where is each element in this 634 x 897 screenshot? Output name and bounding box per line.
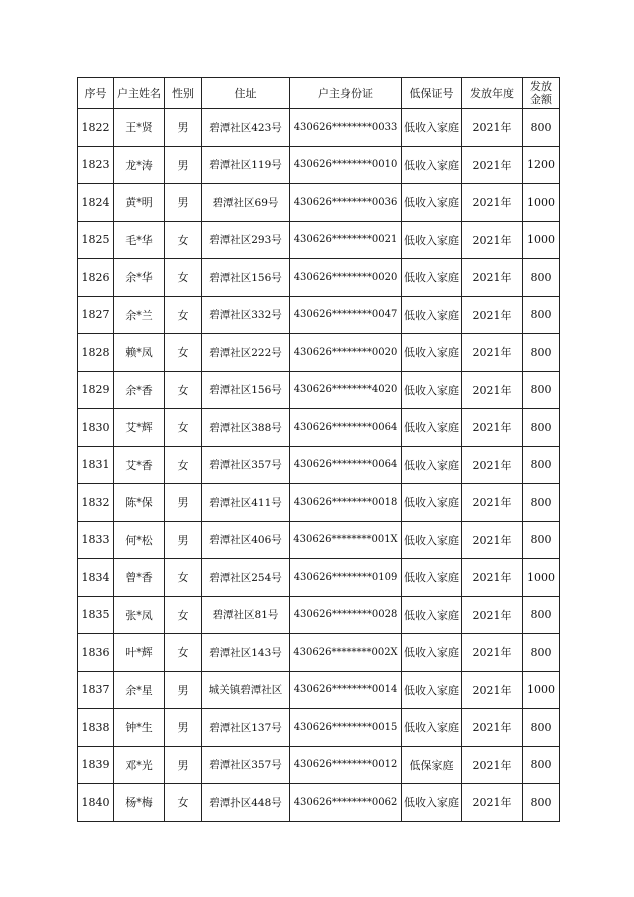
cell-amount: 800 — [523, 596, 560, 634]
cell-id-card: 430626********0064 — [290, 446, 402, 484]
cell-year: 2021年 — [462, 709, 523, 747]
cell-id-card: 430626********0064 — [290, 409, 402, 447]
table-row — [78, 259, 560, 297]
cell-address: 碧潭社区293号 — [202, 221, 290, 259]
table-row — [78, 521, 560, 559]
cell-name: 钟*生 — [114, 709, 165, 747]
header-gender: 性别 — [165, 78, 202, 109]
cell-year: 2021年 — [462, 634, 523, 672]
cell-id-card: 430626********0014 — [290, 671, 402, 709]
header-amount-line2: 金额 — [530, 93, 552, 106]
cell-year: 2021年 — [462, 484, 523, 522]
cell-cert-no: 低收入家庭 — [402, 409, 462, 447]
cell-year: 2021年 — [462, 184, 523, 222]
cell-name: 艾*香 — [114, 446, 165, 484]
cell-seq: 1831 — [78, 446, 114, 484]
cell-id-card: 430626********0028 — [290, 596, 402, 634]
cell-seq: 1832 — [78, 484, 114, 522]
cell-cert-no: 低收入家庭 — [402, 146, 462, 184]
table-row — [78, 671, 560, 709]
cell-address: 碧潭社区156号 — [202, 371, 290, 409]
cell-address: 碧潭社区137号 — [202, 709, 290, 747]
cell-name: 张*凤 — [114, 596, 165, 634]
cell-cert-no: 低收入家庭 — [402, 371, 462, 409]
cell-id-card: 430626********0033 — [290, 109, 402, 147]
table-row — [78, 296, 560, 334]
cell-id-card: 430626********0047 — [290, 296, 402, 334]
cell-amount: 800 — [523, 409, 560, 447]
cell-address: 碧潭扑区448号 — [202, 784, 290, 822]
cell-year: 2021年 — [462, 746, 523, 784]
cell-gender: 女 — [165, 334, 202, 372]
table-row — [78, 446, 560, 484]
cell-year: 2021年 — [462, 221, 523, 259]
cell-address: 碧潭社区222号 — [202, 334, 290, 372]
cell-seq: 1825 — [78, 221, 114, 259]
cell-id-card: 430626********0020 — [290, 259, 402, 297]
cell-gender: 女 — [165, 371, 202, 409]
table-row — [78, 146, 560, 184]
cell-cert-no: 低收入家庭 — [402, 296, 462, 334]
cell-gender: 女 — [165, 221, 202, 259]
cell-year: 2021年 — [462, 559, 523, 597]
header-name: 户主姓名 — [114, 78, 165, 109]
cell-amount: 1000 — [523, 221, 560, 259]
cell-gender: 女 — [165, 409, 202, 447]
cell-name: 艾*辉 — [114, 409, 165, 447]
cell-cert-no: 低收入家庭 — [402, 709, 462, 747]
cell-year: 2021年 — [462, 296, 523, 334]
cell-year: 2021年 — [462, 109, 523, 147]
cell-address: 碧潭社区357号 — [202, 746, 290, 784]
cell-address: 碧潭社区81号 — [202, 596, 290, 634]
cell-amount: 1000 — [523, 671, 560, 709]
cell-seq: 1834 — [78, 559, 114, 597]
cell-cert-no: 低收入家庭 — [402, 109, 462, 147]
cell-amount: 1200 — [523, 146, 560, 184]
cell-address: 城关镇碧潭社区 — [202, 671, 290, 709]
cell-cert-no: 低收入家庭 — [402, 521, 462, 559]
cell-seq: 1833 — [78, 521, 114, 559]
cell-address: 碧潭社区406号 — [202, 521, 290, 559]
table-row — [78, 184, 560, 222]
cell-cert-no: 低收入家庭 — [402, 634, 462, 672]
table-row — [78, 484, 560, 522]
cell-amount: 800 — [523, 746, 560, 784]
cell-seq: 1822 — [78, 109, 114, 147]
cell-seq: 1823 — [78, 146, 114, 184]
cell-amount: 800 — [523, 446, 560, 484]
cell-name: 杨*梅 — [114, 784, 165, 822]
header-amount — [523, 78, 560, 109]
table-row — [78, 371, 560, 409]
cell-id-card: 430626********0021 — [290, 221, 402, 259]
header-id-card: 户主身份证 — [290, 78, 402, 109]
cell-name: 王*贤 — [114, 109, 165, 147]
cell-gender: 女 — [165, 634, 202, 672]
cell-cert-no: 低收入家庭 — [402, 484, 462, 522]
cell-seq: 1835 — [78, 596, 114, 634]
cell-gender: 男 — [165, 109, 202, 147]
header-row — [78, 78, 560, 109]
cell-amount: 800 — [523, 334, 560, 372]
cell-name: 余*兰 — [114, 296, 165, 334]
cell-year: 2021年 — [462, 784, 523, 822]
cell-name: 邓*光 — [114, 746, 165, 784]
cell-name: 何*松 — [114, 521, 165, 559]
cell-amount: 800 — [523, 259, 560, 297]
cell-amount: 800 — [523, 521, 560, 559]
cell-id-card: 430626********0018 — [290, 484, 402, 522]
table-row — [78, 709, 560, 747]
cell-name: 黄*明 — [114, 184, 165, 222]
header-amount-line1: 发放 — [530, 80, 552, 93]
cell-name: 毛*华 — [114, 221, 165, 259]
cell-id-card: 430626********0012 — [290, 746, 402, 784]
cell-year: 2021年 — [462, 671, 523, 709]
cell-gender: 男 — [165, 746, 202, 784]
cell-id-card: 430626********0020 — [290, 334, 402, 372]
table-body — [78, 109, 560, 822]
cell-gender: 女 — [165, 296, 202, 334]
cell-address: 碧潭社区423号 — [202, 109, 290, 147]
cell-address: 碧潭社区254号 — [202, 559, 290, 597]
cell-amount: 1000 — [523, 184, 560, 222]
cell-seq: 1829 — [78, 371, 114, 409]
cell-address: 碧潭社区119号 — [202, 146, 290, 184]
cell-name: 余*华 — [114, 259, 165, 297]
cell-seq: 1838 — [78, 709, 114, 747]
cell-cert-no: 低收入家庭 — [402, 334, 462, 372]
cell-seq: 1826 — [78, 259, 114, 297]
cell-year: 2021年 — [462, 371, 523, 409]
cell-cert-no: 低收入家庭 — [402, 671, 462, 709]
cell-cert-no: 低收入家庭 — [402, 784, 462, 822]
cell-amount: 800 — [523, 109, 560, 147]
header-address: 住址 — [202, 78, 290, 109]
cell-cert-no: 低收入家庭 — [402, 184, 462, 222]
table-row — [78, 784, 560, 822]
cell-year: 2021年 — [462, 409, 523, 447]
cell-seq: 1840 — [78, 784, 114, 822]
cell-name: 陈*保 — [114, 484, 165, 522]
cell-year: 2021年 — [462, 334, 523, 372]
table-row — [78, 409, 560, 447]
header-year: 发放年度 — [462, 78, 523, 109]
cell-gender: 男 — [165, 184, 202, 222]
cell-gender: 男 — [165, 484, 202, 522]
table-row — [78, 634, 560, 672]
cell-id-card: 430626********0062 — [290, 784, 402, 822]
cell-gender: 男 — [165, 709, 202, 747]
cell-gender: 女 — [165, 784, 202, 822]
table-row — [78, 221, 560, 259]
cell-seq: 1827 — [78, 296, 114, 334]
cell-seq: 1828 — [78, 334, 114, 372]
cell-gender: 女 — [165, 259, 202, 297]
cell-id-card: 430626********0015 — [290, 709, 402, 747]
cell-gender: 男 — [165, 521, 202, 559]
cell-address: 碧潭社区156号 — [202, 259, 290, 297]
cell-seq: 1837 — [78, 671, 114, 709]
table-row — [78, 559, 560, 597]
cell-cert-no: 低收入家庭 — [402, 559, 462, 597]
cell-amount: 800 — [523, 484, 560, 522]
cell-year: 2021年 — [462, 446, 523, 484]
cell-cert-no: 低收入家庭 — [402, 221, 462, 259]
cell-id-card: 430626********0036 — [290, 184, 402, 222]
cell-id-card: 430626********0010 — [290, 146, 402, 184]
recipient-table — [77, 77, 560, 822]
cell-year: 2021年 — [462, 146, 523, 184]
cell-name: 余*星 — [114, 671, 165, 709]
cell-id-card: 430626********002X — [290, 634, 402, 672]
cell-cert-no: 低收入家庭 — [402, 446, 462, 484]
cell-amount: 800 — [523, 709, 560, 747]
cell-name: 赖*凤 — [114, 334, 165, 372]
cell-amount: 800 — [523, 784, 560, 822]
cell-seq: 1839 — [78, 746, 114, 784]
cell-name: 曾*香 — [114, 559, 165, 597]
cell-address: 碧潭社区69号 — [202, 184, 290, 222]
cell-cert-no: 低收入家庭 — [402, 259, 462, 297]
cell-gender: 男 — [165, 671, 202, 709]
cell-gender: 女 — [165, 446, 202, 484]
cell-name: 余*香 — [114, 371, 165, 409]
cell-name: 龙*涛 — [114, 146, 165, 184]
cell-cert-no: 低保家庭 — [402, 746, 462, 784]
cell-year: 2021年 — [462, 259, 523, 297]
cell-address: 碧潭社区357号 — [202, 446, 290, 484]
cell-amount: 800 — [523, 634, 560, 672]
cell-amount: 800 — [523, 296, 560, 334]
cell-name: 叶*辉 — [114, 634, 165, 672]
header-seq: 序号 — [78, 78, 114, 109]
table-row — [78, 746, 560, 784]
cell-id-card: 430626********4020 — [290, 371, 402, 409]
cell-seq: 1836 — [78, 634, 114, 672]
cell-amount: 800 — [523, 371, 560, 409]
table-row — [78, 109, 560, 147]
cell-address: 碧潭社区388号 — [202, 409, 290, 447]
cell-year: 2021年 — [462, 521, 523, 559]
cell-gender: 男 — [165, 146, 202, 184]
cell-address: 碧潭社区411号 — [202, 484, 290, 522]
cell-id-card: 430626********0109 — [290, 559, 402, 597]
cell-year: 2021年 — [462, 596, 523, 634]
cell-gender: 女 — [165, 596, 202, 634]
cell-address: 碧潭社区332号 — [202, 296, 290, 334]
cell-amount: 1000 — [523, 559, 560, 597]
cell-seq: 1830 — [78, 409, 114, 447]
cell-seq: 1824 — [78, 184, 114, 222]
cell-cert-no: 低收入家庭 — [402, 596, 462, 634]
table-row — [78, 334, 560, 372]
cell-gender: 女 — [165, 559, 202, 597]
header-cert-no: 低保证号 — [402, 78, 462, 109]
cell-address: 碧潭社区143号 — [202, 634, 290, 672]
cell-id-card: 430626********001X — [290, 521, 402, 559]
table-row — [78, 596, 560, 634]
